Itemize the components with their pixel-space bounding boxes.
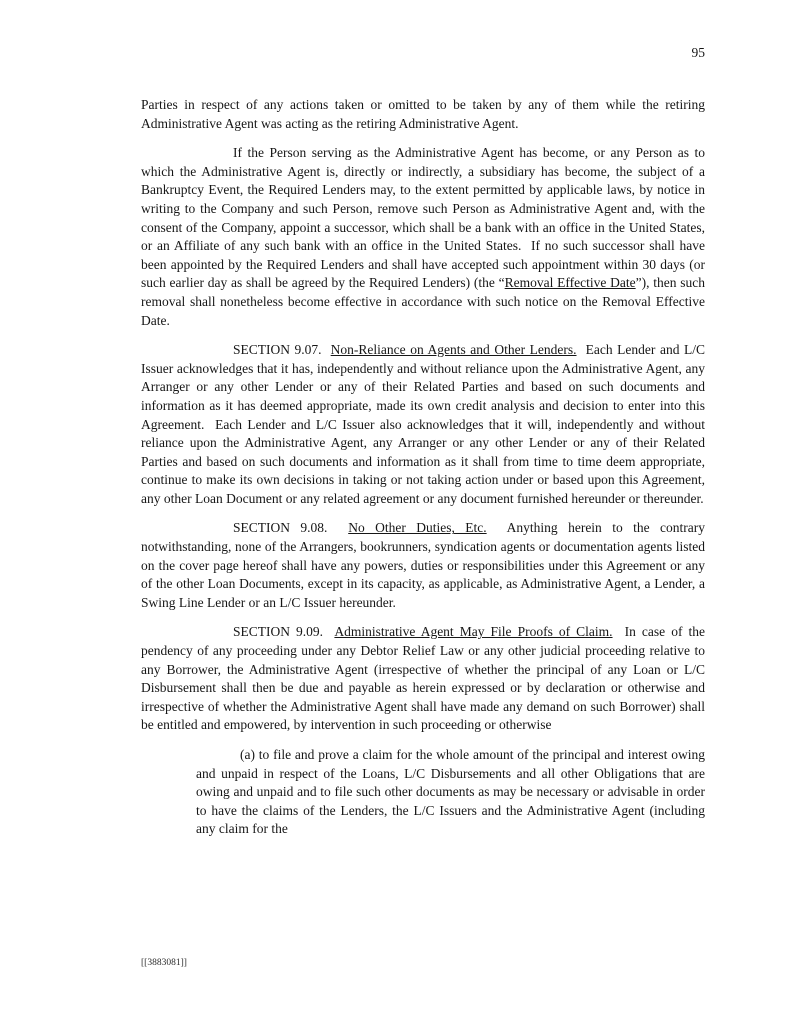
section-9-08-body: Anything herein to the contrary notwithstanding, none of the Arrangers, bookrunners, syndication agents or documentation agents listed on the cover page hereof shall have any powers, duties or responsibilities under this Agreement or any of the other Loan Documents, except in its capacity, as applicable, as Administrative Agent, a Lender, a Swing Line Lender or an L/C Issuer hereunder. <box>141 520 705 610</box>
section-9-07-paragraph <box>141 341 705 508</box>
section-9-07-label: SECTION 9.07. <box>233 342 331 358</box>
section-9-08-heading: No Other Duties, Etc. <box>348 520 487 536</box>
paragraph-continuation: Parties in respect of any actions taken or omitted to be taken by any of them while the retiring Administrative Agent was acting as the retiring Administrative Agent. <box>141 97 705 131</box>
clause-a-paragraph: (a) to file and prove a claim for the whole amount of the principal and interest owing and unpaid in respect of the Loans, L/C Disbursements and all other Obligations that are owing and unpaid and to file such other documents as may be necessary or advisable in order to have the claims of the Lenders, the L/C Issuers and the Administrative Agent (including any claim for the <box>196 747 705 837</box>
paragraph-removal-provision <box>141 144 705 330</box>
document-id-footer: [[3883081]] <box>141 958 187 968</box>
removal-text-pre: If the Person serving as the Administrative Agent has become, or any Person as to which the Administrative Agent is, directly or indirectly, a subsidiary has become, the subject of a Bankruptcy Event, the Required Lenders may, to the extent permitted by applicable laws, by notice in writing to the Company and such Person, remove such Person as Administrative Agent and, with the consent of the Company, appoint a successor, which shall be a bank with an office in the United States, or an Affiliate of any such bank with an office in the United States. If no such successor shall have been appointed by the Required Lenders and shall have accepted such appointment within 30 days (or such earlier day as shall be agreed by the Required Lenders) (the “ <box>141 145 705 291</box>
section-9-08-paragraph <box>141 519 705 612</box>
section-9-09-paragraph <box>141 623 705 735</box>
section-9-07-heading: Non-Reliance on Agents and Other Lenders. <box>330 342 577 358</box>
section-9-08-label: SECTION 9.08. <box>233 520 349 536</box>
text-column <box>141 0 705 839</box>
section-9-09-label: SECTION 9.09. <box>233 624 335 640</box>
page-number: 95 <box>691 45 705 60</box>
removal-effective-date-defined-term: Removal Effective Date <box>504 275 636 291</box>
section-9-09-heading: Administrative Agent May File Proofs of Claim. <box>334 624 613 640</box>
removal-text-post: ”), then such removal shall nonetheless become effective in accordance with such notice on the Removal Effective Date. <box>141 275 705 328</box>
section-9-09-body: In case of the pendency of any proceeding under any Debtor Relief Law or any other judicial proceeding relative to any Borrower, the Administrative Agent (irrespective of whether the principal of any Loan or L/C Disbursement shall then be due and payable as herein expressed or by declaration or otherwise and irrespective of whether the Administrative Agent shall have made any demand on such Borrower) shall be entitled and empowered, by intervention in such proceeding or otherwise <box>141 624 705 733</box>
section-9-07-body: Each Lender and L/C Issuer acknowledges that it has, independently and without reliance upon the Administrative Agent, any Arranger or any other Lender or any of their Related Parties and based on such documents and information as it has deemed appropriate, made its own credit analysis and decision to enter into this Agreement. Each Lender and L/C Issuer also acknowledges that it will, independently and without reliance upon the Administrative Agent, any Arranger or any other Lender or any of their Related Parties and based on such documents and information as it shall from time to time deem appropriate, continue to make its own decisions in taking or not taking action under or based upon this Agreement, any other Loan Document or any related agreement or any document furnished hereunder or thereunder. <box>141 342 705 506</box>
